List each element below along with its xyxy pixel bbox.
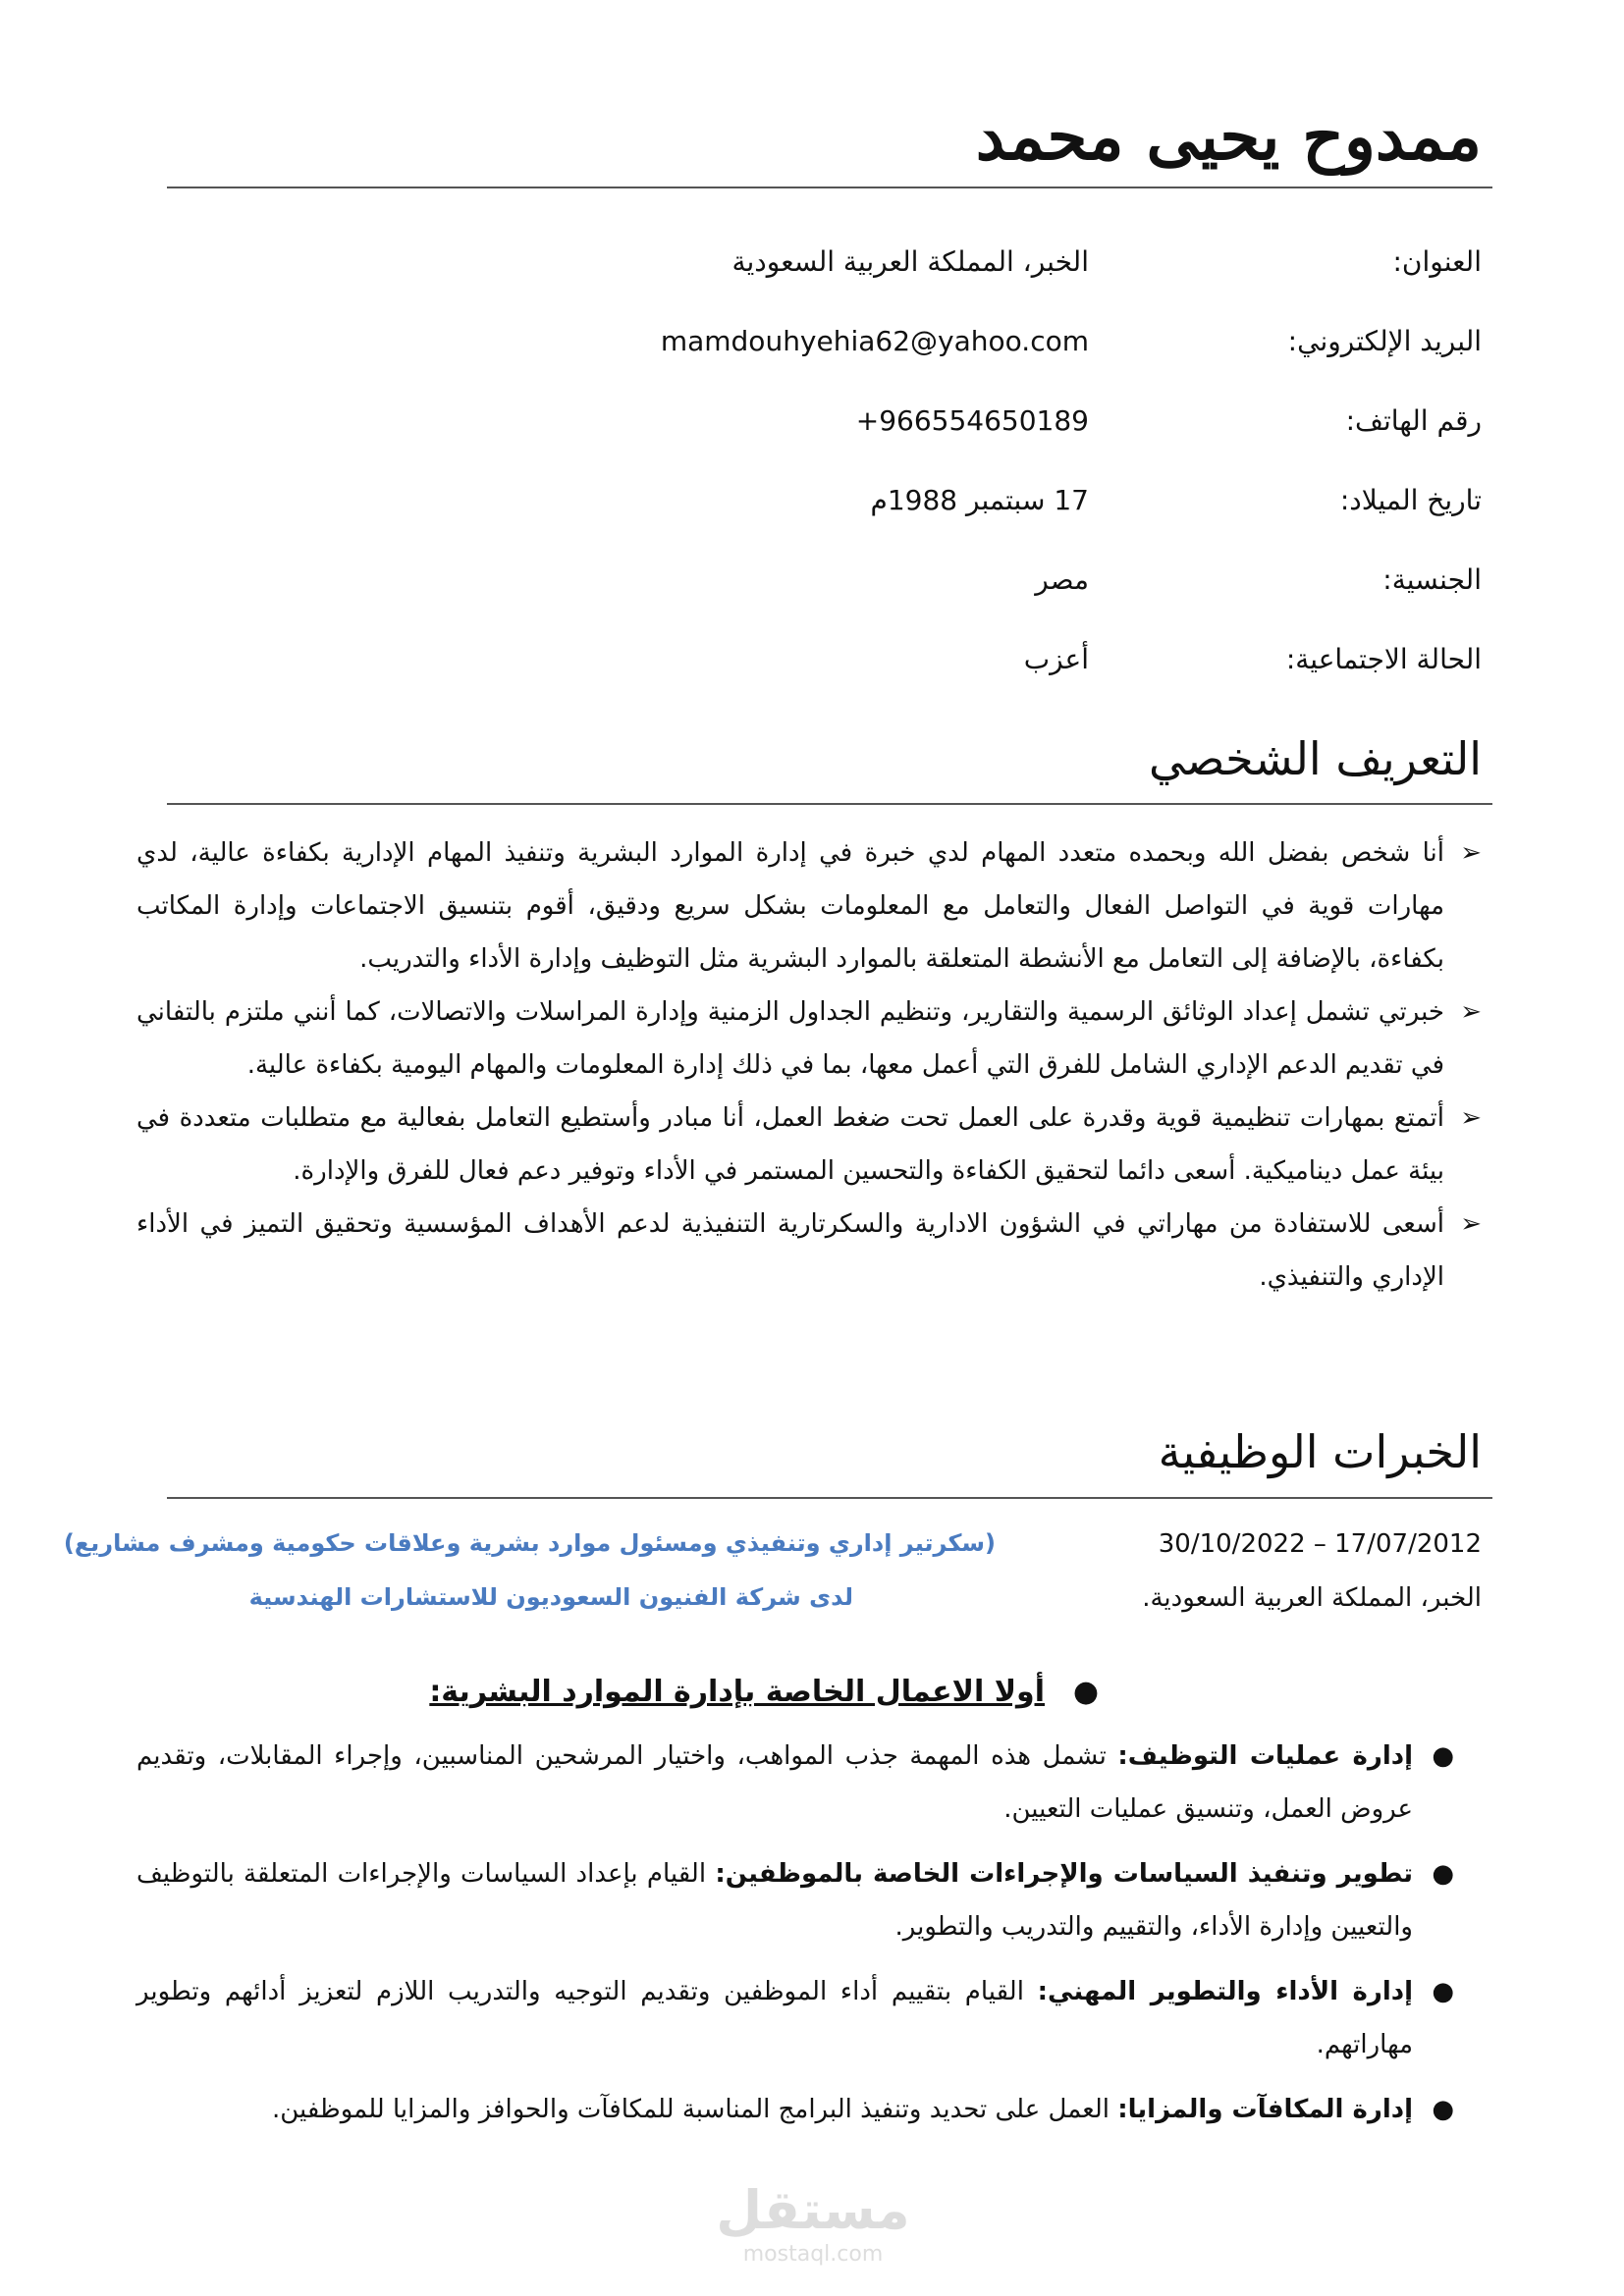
info-label: البريد الإلكتروني: (1287, 325, 1482, 357)
check-arrow-icon: ➢ (1460, 1209, 1482, 1239)
info-row-birthdate (303, 484, 1482, 543)
profile-item: ➢ أسعى للاستفادة من مهاراتي في الشؤون الادارية والسكرتارية التنفيذية لدعم الأهداف المؤسسية وتحقيق التميز في الأداء الإداري والتنفيذي. (136, 1198, 1482, 1304)
bullet-icon: ● (1432, 2095, 1454, 2124)
info-label: رقم الهاتف: (1345, 404, 1482, 437)
info-row-marital-status (303, 643, 1482, 702)
profile-item: ➢ خبرتي تشمل إعداد الوثائق الرسمية والتقارير، وتنظيم الجداول الزمنية وإدارة المراسلات والاتصالات، كما أنني ملتزم بالتفاني في تقديم الدعم الإداري الشامل للفرق التي أعمل معها، بما في ذلك إدارة المعلومات والمهام اليومية بكفاءة عالية. (136, 986, 1482, 1092)
info-label: العنوان: (1392, 245, 1482, 278)
email-link[interactable]: mamdouhyehia62@yahoo.com (660, 325, 1089, 357)
info-row-address (303, 245, 1482, 304)
info-label: تاريخ الميلاد: (1339, 484, 1482, 516)
name-divider (167, 187, 1492, 188)
info-row-phone (303, 404, 1482, 463)
watermark-arabic: مستقل (716, 2179, 910, 2241)
check-arrow-icon: ➢ (1460, 1103, 1482, 1133)
duty-item: ● تطوير وتنفيذ السياسات والإجراءات الخاصة بالموظفين: القيام بإعداد السياسات والإجراءات المتعلقة بالتوظيف والتعيين وإدارة الأداء، والتقييم والتدريب والتطوير. (136, 1847, 1482, 1953)
experience-divider (167, 1497, 1492, 1499)
bullet-icon: ● (1432, 1859, 1454, 1889)
hr-duties-heading: ● أولا الاعمال الخاصة بإدارة الموارد البشرية: (429, 1675, 1099, 1709)
info-label: الحالة الاجتماعية: (1285, 643, 1482, 675)
bullet-icon: ● (1432, 1977, 1454, 2006)
info-value: أعزب (1023, 643, 1089, 675)
watermark-latin: mostaql.com (742, 2242, 884, 2267)
info-value: مصر (1035, 563, 1089, 596)
info-value: 17 سبتمبر 1988م (870, 484, 1089, 516)
experience-title: الخبرات الوظيفية (1158, 1425, 1482, 1478)
check-arrow-icon: ➢ (1460, 997, 1482, 1027)
duties-list (136, 1730, 1482, 2148)
info-value: الخبر، المملكة العربية السعودية (731, 245, 1089, 278)
profile-list (136, 827, 1482, 1304)
profile-item: ➢ أتمتع بمهارات تنظيمية قوية وقدرة على العمل تحت ضغط العمل، أنا مبادر وأستطيع التعامل بفعالية مع متطلبات متعددة في بيئة عمل ديناميكية. أسعى دائما لتحقيق الكفاءة والتحسين المستمر في الأداء وتوفير دعم فعال للفرق والإدارة. (136, 1092, 1482, 1198)
duty-item: ● إدارة المكافآت والمزايا: العمل على تحديد وتنفيذ البرامج المناسبة للمكافآت والحوافز والمزايا للموظفين. (136, 2083, 1482, 2136)
profile-item: ➢ أنا شخص بفضل الله وبحمده متعدد المهام لدي خبرة في إدارة الموارد البشرية وتنفيذ المهام الإدارية بكفاءة عالية، لدي مهارات قوية في التواصل الفعال والتعامل مع المعلومات بشكل سريع ودقيق، أقوم بتنسيق الاجتماعات وإدارة المكاتب بكفاءة، بالإضافة إلى التعامل مع الأنشطة المتعلقة بالموارد البشرية مثل التوظيف وإدارة الأداء والتدريب. (136, 827, 1482, 986)
job-company: لدى شركة الفنيون السعوديون للاستشارات الهندسية (248, 1583, 853, 1611)
bullet-icon: ● (1432, 1741, 1454, 1771)
info-row-nationality (303, 563, 1482, 622)
bullet-icon: ● (1072, 1675, 1099, 1709)
info-value: +966554650189 (855, 404, 1089, 437)
profile-title: التعريف الشخصي (1148, 732, 1482, 785)
info-label: الجنسية: (1382, 563, 1482, 596)
job-title: (سكرتير إداري وتنفيذي ومسئول موارد بشرية وعلاقات حكومية ومشرف مشاريع) (63, 1529, 996, 1557)
check-arrow-icon: ➢ (1460, 838, 1482, 868)
applicant-name: ممدوح يحيى محمد (975, 98, 1482, 175)
mostaql-watermark (705, 2179, 921, 2277)
duty-item: ● إدارة الأداء والتطوير المهني: القيام بتقييم أداء الموظفين وتقديم التوجيه والتدريب اللازم لتعزيز أدائهم وتطوير مهاراتهم. (136, 1965, 1482, 2071)
duty-item: ● إدارة عمليات التوظيف: تشمل هذه المهمة جذب المواهب، واختيار المرشحين المناسبين، وإجراء المقابلات، وتقديم عروض العمل، وتنسيق عمليات التعيين. (136, 1730, 1482, 1836)
job-date-range: 30/10/2022 – 17/07/2012 (1158, 1529, 1482, 1559)
profile-divider (167, 803, 1492, 805)
job-location: الخبر، المملكة العربية السعودية. (1142, 1583, 1482, 1613)
info-row-email (303, 325, 1482, 384)
